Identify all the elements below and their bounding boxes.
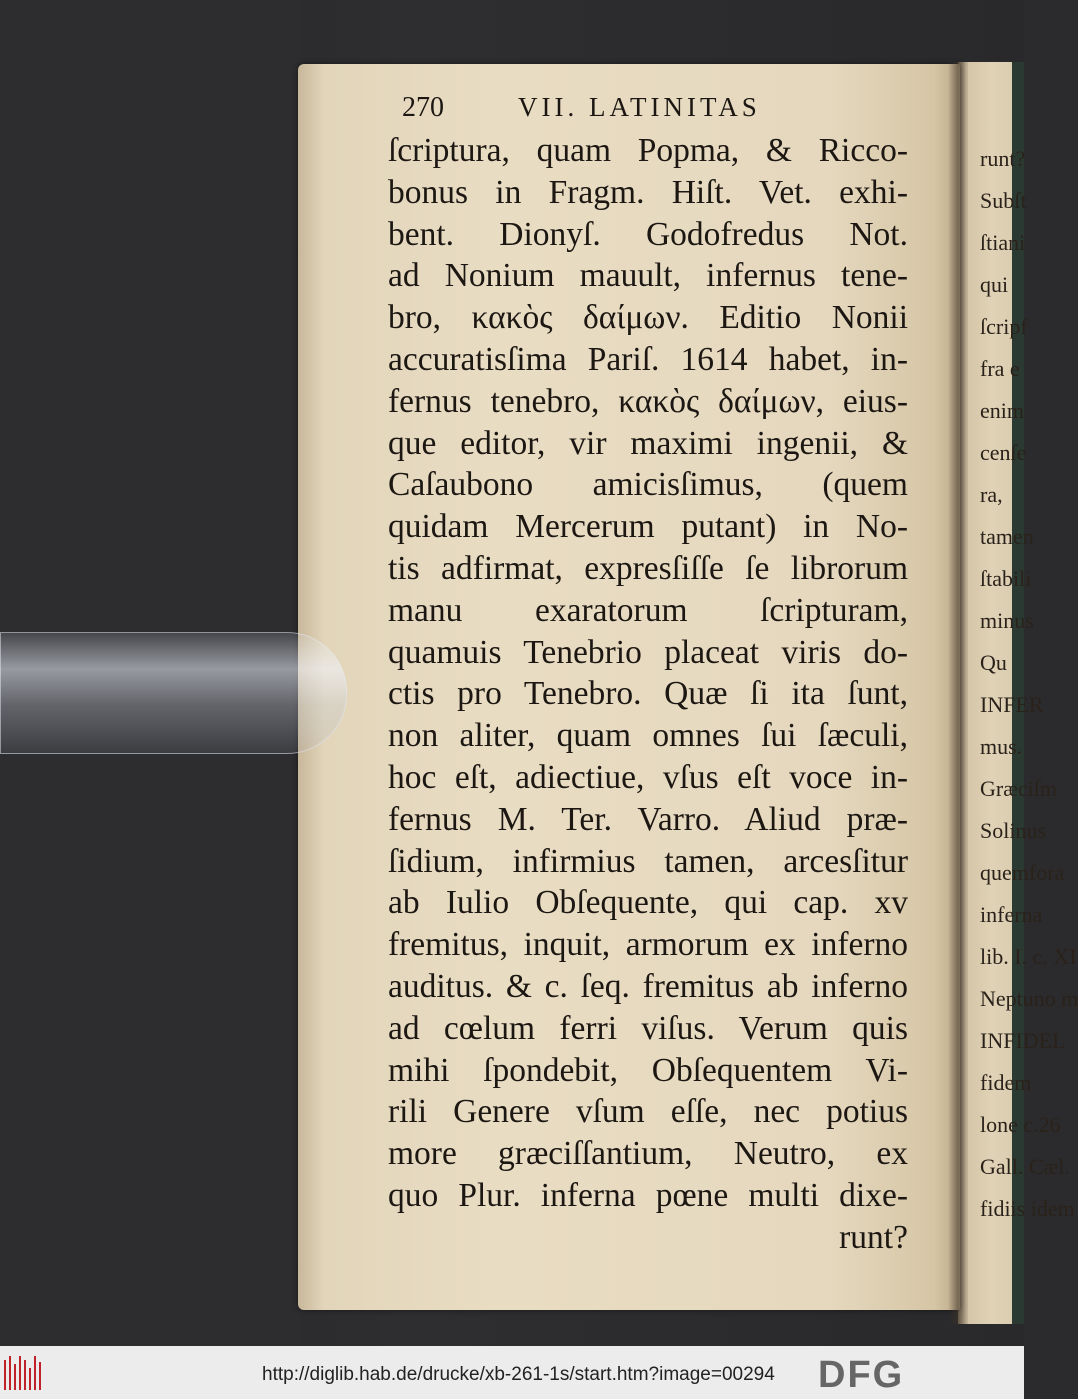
fragment: ſtabili xyxy=(980,566,1032,591)
text-line: ſidium, infirmius tamen, arcesſitur xyxy=(388,842,908,880)
fragment: tamen xyxy=(980,524,1034,549)
text-line: accuratisſima Pariſ. 1614 habet, in- xyxy=(388,340,908,378)
text-line: non aliter, quam omnes ſui ſæculi, xyxy=(388,717,908,755)
fragment: quemfora xyxy=(980,860,1065,885)
text-line: ſcriptura, quam Popma, & Ricco- xyxy=(388,132,908,169)
text-line: ctis pro Tenebro. Quæ ſi ita ſunt, xyxy=(388,675,908,713)
fragment: Solinus xyxy=(980,818,1047,843)
fragment: fidem xyxy=(980,1070,1032,1095)
text-line: bent. Dionyſ. Godofredus Not. xyxy=(388,215,908,253)
page-gutter xyxy=(948,62,968,1324)
text-line: fernus M. Ter. Varro. Aliud præ- xyxy=(388,800,908,838)
text-line: ad Nonium mauult, infernus tene- xyxy=(388,257,908,295)
fragment: ſcripf xyxy=(980,314,1028,339)
text-line: mihi ſpondebit, Obſequentem Vi- xyxy=(388,1051,908,1089)
fragment: ra, xyxy=(980,482,1003,507)
text-line: auditus. & c. ſeq. fremitus ab inferno xyxy=(388,967,908,1005)
fragment: fidiis idem xyxy=(980,1196,1075,1221)
text-line: Caſaubono amicisſimus, (quem xyxy=(388,466,908,504)
fragment: Græciſm xyxy=(980,776,1057,801)
running-head: VII. LATINITAS xyxy=(518,92,761,122)
text-line: hoc eſt, adiectiue, vſus eſt voce in- xyxy=(388,758,908,796)
fragment: fra e xyxy=(980,356,1020,381)
text-line: fernus tenebro, κακὸς δαίμων, eius- xyxy=(388,382,908,420)
fragment: Subſt xyxy=(980,188,1027,213)
text-line: more græciſſantium, Neutro, ex xyxy=(388,1135,908,1173)
fragment: enim xyxy=(980,398,1024,423)
text-line: rili Genere vſum eſſe, nec potius xyxy=(388,1093,908,1131)
dfg-logo: DFG xyxy=(818,1354,905,1396)
text-line: quidam Mercerum putant) in No- xyxy=(388,508,908,546)
catchword: runt? xyxy=(839,1218,908,1256)
page-header xyxy=(388,86,908,130)
page-holder-clip xyxy=(0,632,347,754)
fragment: Neptuno m xyxy=(980,986,1078,1011)
text-line: que editor, vir maximi ingenii, & xyxy=(388,424,908,462)
fragment: Qu xyxy=(980,650,1007,675)
fragment: runt? xyxy=(980,146,1026,171)
fragment: mus. xyxy=(980,734,1023,759)
text-line: tis adfirmat, expresſiſſe ſe librorum xyxy=(388,549,908,587)
text-line: bonus in Fragm. Hiſt. Vet. exhi- xyxy=(388,173,908,211)
body-lines xyxy=(388,130,908,1259)
text-line: manu exaratorum ſcripturam, xyxy=(388,591,908,629)
text-line: ab Iulio Obſequente, qui cap. xv xyxy=(388,884,908,922)
fragment: INFER xyxy=(980,692,1044,717)
fragment: cenſe xyxy=(980,440,1027,465)
text-line: ad cœlum ferri viſus. Verum quis xyxy=(388,1009,908,1047)
permalink-url[interactable]: http://diglib.hab.de/drucke/xb-261-1s/start.htm?image=00294 xyxy=(262,1364,775,1385)
fragment: lone c.26 xyxy=(980,1112,1061,1137)
fragment: Gall. Cæl. xyxy=(980,1154,1070,1179)
fragment: inferna xyxy=(980,902,1043,927)
text-line: quamuis Tenebrio placeat viris do- xyxy=(388,633,908,671)
fragment: ſtiani xyxy=(980,230,1026,255)
facing-page-fragments xyxy=(980,138,1078,1230)
library-logo-icon xyxy=(4,1356,44,1390)
fragment: lib. I. c. XI xyxy=(980,944,1077,969)
text-line: bro, κακὸς δαίμων. Editio Nonii xyxy=(388,299,908,337)
text-line: fremitus, inquit, armorum ex inferno xyxy=(388,926,908,964)
page-number: 270 xyxy=(402,92,444,123)
page-text-block xyxy=(388,86,908,1259)
fragment: qui xyxy=(980,272,1009,297)
fragment: minus xyxy=(980,608,1034,633)
text-line: quo Plur. inferna pœne multi dixe- xyxy=(388,1176,908,1214)
fragment: INFIDEL xyxy=(980,1028,1066,1053)
